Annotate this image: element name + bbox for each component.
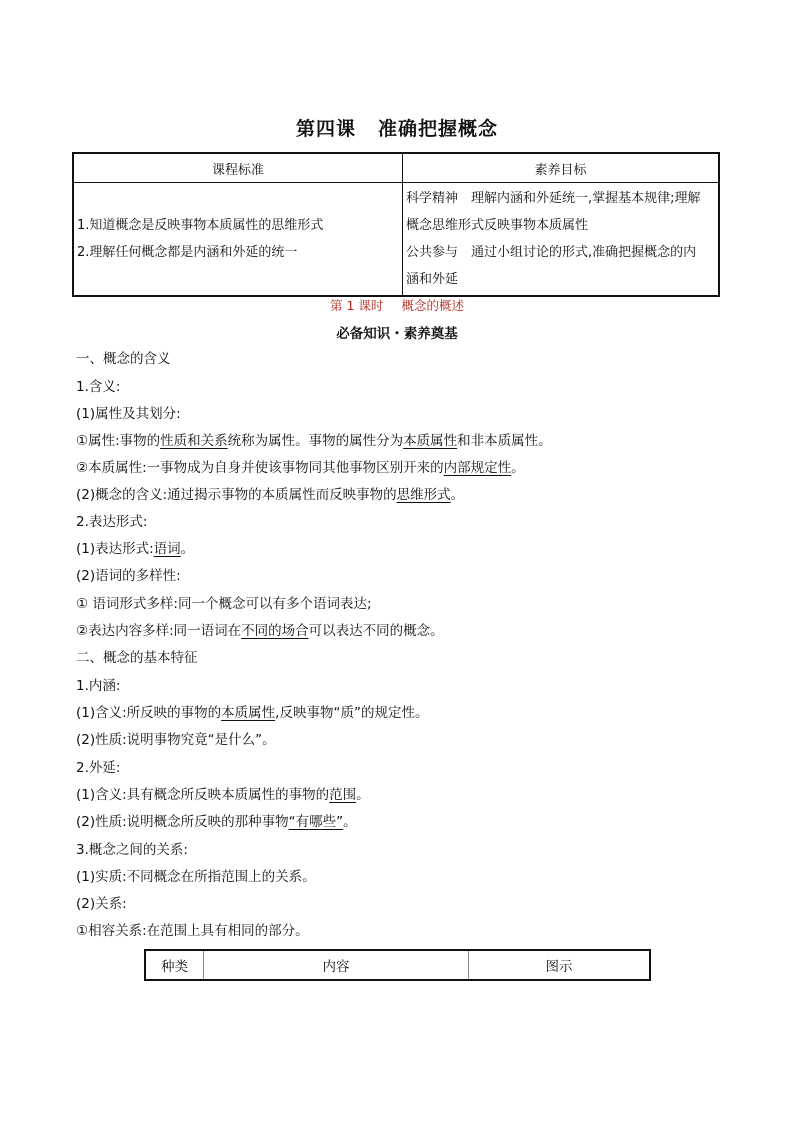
text-line: (2)概念的含义:通过揭示事物的本质属性而反映事物的思维形式。: [76, 487, 465, 503]
text-line: (2)关系:: [76, 896, 127, 912]
text-line: 1.内涵:: [76, 678, 121, 694]
title-text: 准确把握概念: [378, 118, 499, 140]
underlined-term: 范围: [329, 787, 357, 803]
underlined-term: 不同的场合: [241, 623, 309, 639]
text-line: (1)属性及其划分:: [76, 406, 181, 422]
underlined-term: 语词: [153, 541, 181, 557]
text-line: (2)性质:说明事物究竟“是什么”。: [76, 732, 276, 748]
text-line: (1)表达形式:语词。: [76, 541, 195, 557]
text-line: (1)实质:不同概念在所指范围上的关系。: [76, 869, 316, 885]
goal-line: 概念思维形式反映事物本质属性: [406, 218, 589, 233]
goal-line: 科学精神 理解内涵和外延统一,掌握基本规律;理解: [406, 191, 701, 206]
goal-line: 公共参与 通过小组讨论的形式,准确把握概念的内: [406, 245, 697, 260]
title-lesson: 第四课: [295, 118, 356, 140]
kinds-header-content: 内容: [204, 950, 469, 980]
text-line: (1)含义:具有概念所反映本质属性的事物的范围。: [76, 787, 370, 803]
course-standards-cell: [73, 183, 403, 297]
standard-item: 1.知道概念是反映事物本质属性的思维形式: [77, 218, 324, 233]
lesson-heading: [0, 296, 794, 314]
text-line: 1.含义:: [76, 379, 121, 395]
text-line: 2.表达形式:: [76, 514, 148, 530]
standard-item: 2.理解任何概念都是内涵和外延的统一: [77, 245, 298, 260]
underlined-term: 本质属性: [221, 705, 276, 721]
underlined-term: 内部规定性: [443, 460, 512, 476]
lesson-label: 第 1 课时: [330, 298, 384, 313]
section-heading: 二、概念的基本特征: [76, 650, 198, 666]
underlined-term: 本质属性: [403, 433, 458, 449]
kinds-header-diagram: 图示: [469, 950, 651, 980]
text-line: (1)含义:所反映的事物的本质属性,反映事物“质”的规定性。: [76, 705, 429, 721]
standards-table: [72, 152, 720, 297]
text-line: ②本质属性:一事物成为自身并使该事物同其他事物区别开来的内部规定性。: [76, 460, 525, 476]
underlined-term: 性质和关系: [160, 433, 228, 449]
kinds-header-type: 种类: [145, 950, 204, 980]
text-line: (2)性质:说明概念所反映的那种事物“有哪些”。: [76, 814, 357, 830]
section-subhead: 必备知识・素养奠基: [336, 326, 458, 342]
text-line: 3.概念之间的关系:: [76, 842, 188, 858]
relation-kinds-table: [144, 949, 651, 981]
standards-header-right: 素养目标: [403, 153, 720, 183]
standards-header-left: 课程标准: [73, 153, 403, 183]
text-line: ②表达内容多样:同一语词在不同的场合可以表达不同的概念。: [76, 623, 444, 639]
section-heading: 一、概念的含义: [76, 351, 171, 367]
text-line: ① 语词形式多样:同一个概念可以有多个语词表达;: [76, 596, 372, 612]
underlined-term: “有哪些”: [288, 814, 344, 830]
underlined-term: 思维形式: [396, 487, 451, 503]
text-line: (2)语词的多样性:: [76, 568, 181, 584]
literacy-goals-cell: [403, 183, 720, 297]
page-title: [0, 114, 794, 141]
lesson-title: 概念的概述: [401, 298, 464, 313]
goal-line: 涵和外延: [406, 272, 459, 287]
text-line: ①相容关系:在范围上具有相同的部分。: [76, 923, 309, 939]
text-line: 2.外延:: [76, 760, 121, 776]
text-line: ①属性:事物的性质和关系统称为属性。事物的属性分为本质属性和非本质属性。: [76, 433, 552, 449]
